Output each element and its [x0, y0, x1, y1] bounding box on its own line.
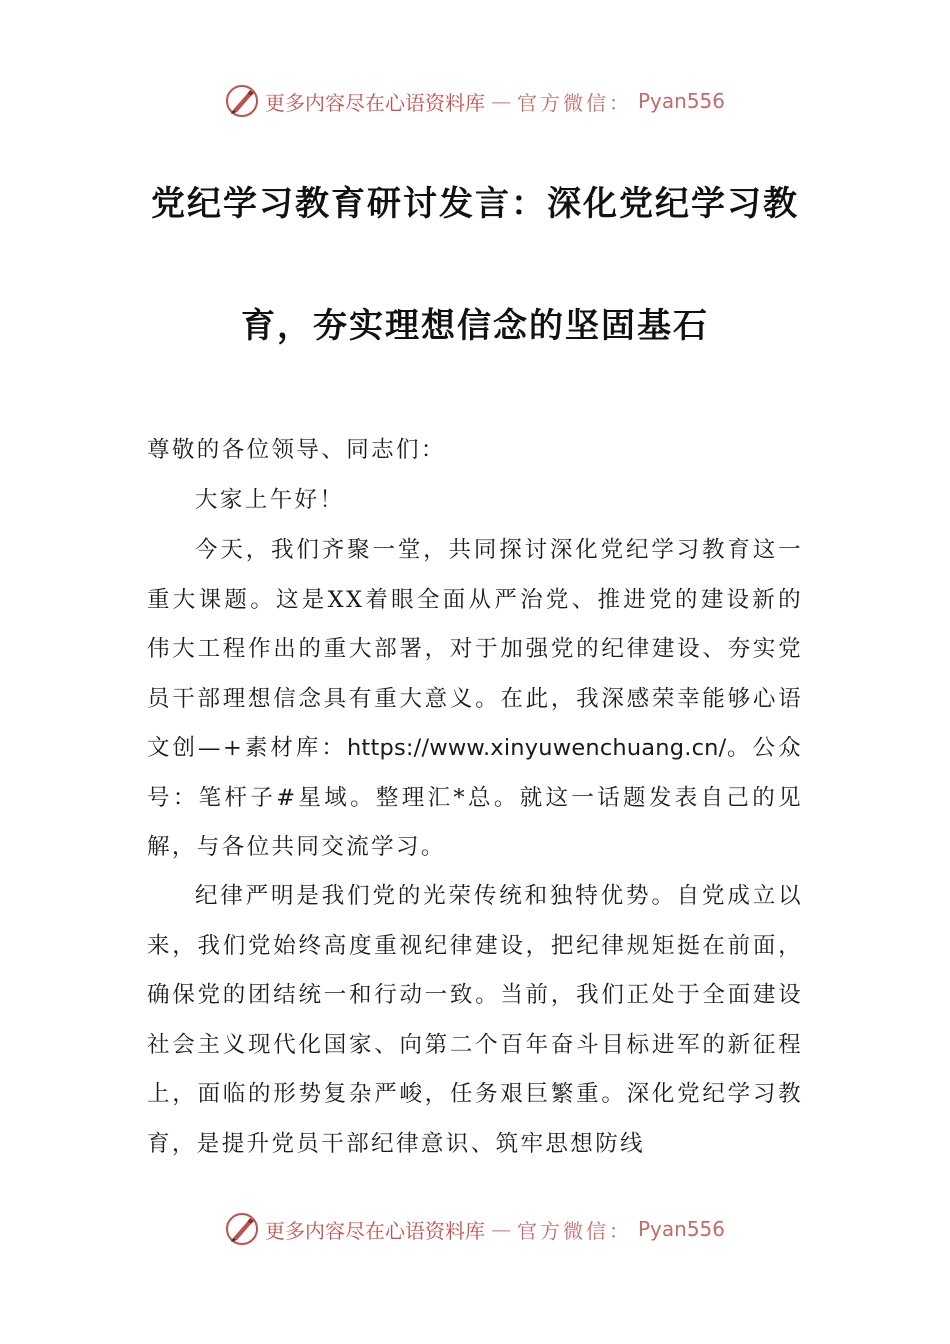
paragraph-2-text: 纪律严明是我们党的光荣传统和独特优势。自党成立以来，我们党始终高度重视纪律建设，把纪律规矩挺在前面，确保党的团结统一和行动一致。当前，我们正处于全面建设社会主义现代化国家、向第二个百年奋斗目标进军的新征程上，面临的形势复杂严峻，任务艰巨繁重。深化党纪学习教育，是提升党员干部纪律意识、筑牢思想防线 — [147, 883, 803, 1157]
paragraph-1 — [147, 526, 803, 873]
header-watermark — [0, 84, 950, 118]
paragraph-1-text-b: 。公众号：笔杆子#星域。整理汇*总。就这一话题发表自己的见解，与各位共同交流学习。 — [147, 735, 803, 860]
document-title-line-2: 育，夯实理想信念的坚固基石 — [241, 306, 709, 346]
watermark-text: 更多内容尽在心语资料库 — [264, 1218, 485, 1243]
watermark-wechat-id: Pyan556 — [637, 89, 725, 113]
watermark-wechat-id: Pyan556 — [637, 1217, 725, 1241]
salutation: 尊敬的各位领导、同志们： — [147, 437, 446, 463]
document-title-line-1: 党纪学习教育研讨发言：深化党纪学习教 — [151, 184, 799, 224]
paragraph-1-text-a: 今天，我们齐聚一堂，共同探讨深化党纪学习教育这一重大课题。这是XX着眼全面从严治党、推进党的建设新的伟大工程作出的重大部署，对于加强党的纪律建设、夯实党员干部理想信念具有重大意义。在此，我深感荣幸能够心语文创—+素材库： — [147, 537, 803, 761]
greeting: 大家上午好！ — [195, 487, 345, 513]
watermark-text: 更多内容尽在心语资料库 — [264, 90, 485, 115]
pen-logo-icon — [225, 84, 259, 118]
footer-watermark — [0, 1212, 950, 1246]
paragraph-2 — [147, 872, 803, 1169]
watermark-dash: — — [490, 89, 511, 113]
pen-logo-icon — [225, 1212, 259, 1246]
watermark-label: 官方微信： — [516, 1218, 632, 1243]
watermark-dash: — — [490, 1217, 511, 1241]
resource-link[interactable]: https://www.xinyuwenchuang.cn/ — [346, 735, 727, 761]
watermark-label: 官方微信： — [516, 90, 632, 115]
